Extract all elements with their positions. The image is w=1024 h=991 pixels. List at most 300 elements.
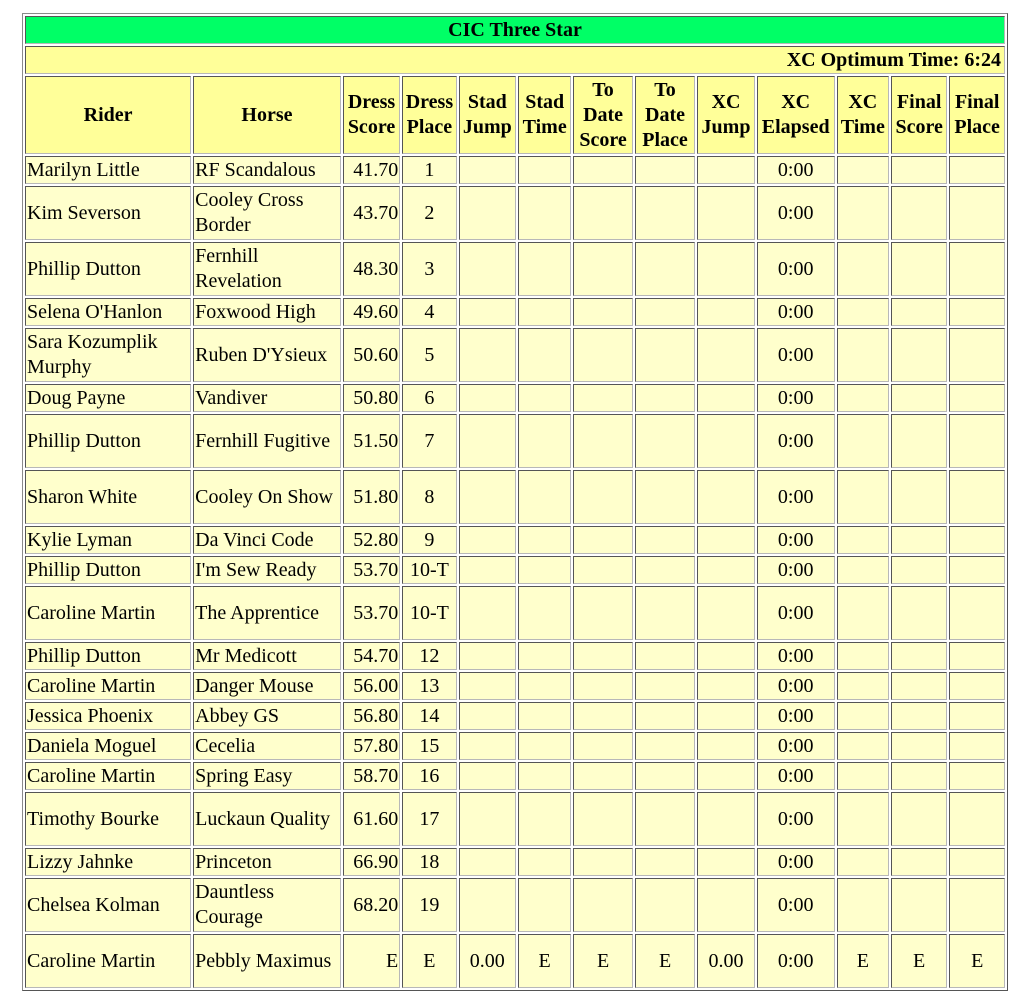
- rider-cell: Caroline Martin: [25, 586, 191, 640]
- table-row: [25, 586, 1005, 640]
- xc-jump-cell: [697, 848, 754, 876]
- xc-time-cell: [837, 732, 889, 760]
- stad-jump-cell: [459, 848, 516, 876]
- header-to-date-place: To Date Place: [635, 76, 696, 154]
- dress-place-cell: 4: [402, 298, 456, 326]
- final-score-cell: [891, 556, 947, 584]
- dress-score-cell: 52.80: [343, 526, 400, 554]
- final-place-cell: [949, 470, 1005, 524]
- final-place-cell: [949, 414, 1005, 468]
- table-row: [25, 384, 1005, 412]
- xc-jump-cell: [697, 702, 754, 730]
- xc-time-cell: [837, 556, 889, 584]
- rider-cell: Marilyn Little: [25, 156, 191, 184]
- horse-cell: The Apprentice: [193, 586, 341, 640]
- xc-elapsed-cell: 0:00: [757, 672, 835, 700]
- xc-time-cell: [837, 470, 889, 524]
- xc-jump-cell: [697, 298, 754, 326]
- horse-cell: RF Scandalous: [193, 156, 341, 184]
- to-date-place-cell: [635, 848, 696, 876]
- stad-time-cell: [518, 156, 571, 184]
- rider-cell: Lizzy Jahnke: [25, 848, 191, 876]
- rider-cell: Timothy Bourke: [25, 792, 191, 846]
- horse-cell: Foxwood High: [193, 298, 341, 326]
- to-date-place-cell: [635, 526, 696, 554]
- to-date-place-cell: [635, 328, 696, 382]
- xc-jump-cell: [697, 414, 754, 468]
- dress-score-cell: 56.80: [343, 702, 400, 730]
- to-date-place-cell: [635, 156, 696, 184]
- xc-jump-cell: [697, 762, 754, 790]
- dress-score-cell: 53.70: [343, 556, 400, 584]
- table-row: [25, 934, 1005, 988]
- xc-elapsed-cell: 0:00: [757, 156, 835, 184]
- final-place-cell: [949, 848, 1005, 876]
- final-score-cell: [891, 328, 947, 382]
- table-row: [25, 156, 1005, 184]
- stad-jump-cell: [459, 156, 516, 184]
- xc-elapsed-cell: 0:00: [757, 298, 835, 326]
- stad-jump-cell: [459, 470, 516, 524]
- rider-cell: Phillip Dutton: [25, 556, 191, 584]
- xc-time-cell: [837, 672, 889, 700]
- dress-score-cell: 61.60: [343, 792, 400, 846]
- to-date-place-cell: E: [635, 934, 696, 988]
- xc-jump-cell: [697, 732, 754, 760]
- dress-place-cell: 6: [402, 384, 456, 412]
- xc-elapsed-cell: 0:00: [757, 702, 835, 730]
- horse-cell: Ruben D'Ysieux: [193, 328, 341, 382]
- final-place-cell: [949, 762, 1005, 790]
- to-date-place-cell: [635, 642, 696, 670]
- to-date-place-cell: [635, 792, 696, 846]
- optimum-time-row: [25, 46, 1005, 74]
- dress-score-cell: 48.30: [343, 242, 400, 296]
- stad-jump-cell: [459, 556, 516, 584]
- xc-jump-cell: [697, 156, 754, 184]
- xc-time-cell: [837, 384, 889, 412]
- xc-elapsed-cell: 0:00: [757, 642, 835, 670]
- xc-time-cell: [837, 878, 889, 932]
- horse-cell: Spring Easy: [193, 762, 341, 790]
- dress-place-cell: E: [402, 934, 456, 988]
- rider-cell: Phillip Dutton: [25, 642, 191, 670]
- table-row: [25, 642, 1005, 670]
- final-score-cell: [891, 526, 947, 554]
- dress-place-cell: 14: [402, 702, 456, 730]
- header-rider: Rider: [25, 76, 191, 154]
- xc-time-cell: [837, 792, 889, 846]
- to-date-score-cell: [573, 672, 632, 700]
- to-date-place-cell: [635, 298, 696, 326]
- final-score-cell: [891, 672, 947, 700]
- stad-jump-cell: [459, 672, 516, 700]
- xc-jump-cell: [697, 186, 754, 240]
- stad-time-cell: [518, 470, 571, 524]
- final-place-cell: [949, 586, 1005, 640]
- to-date-place-cell: [635, 242, 696, 296]
- xc-jump-cell: [697, 878, 754, 932]
- table-row: [25, 328, 1005, 382]
- dress-score-cell: 58.70: [343, 762, 400, 790]
- stad-jump-cell: [459, 384, 516, 412]
- stad-time-cell: [518, 526, 571, 554]
- stad-time-cell: [518, 878, 571, 932]
- to-date-place-cell: [635, 556, 696, 584]
- to-date-score-cell: [573, 242, 632, 296]
- stad-time-cell: [518, 732, 571, 760]
- final-place-cell: [949, 156, 1005, 184]
- to-date-score-cell: E: [573, 934, 632, 988]
- dress-score-cell: 57.80: [343, 732, 400, 760]
- to-date-place-cell: [635, 470, 696, 524]
- xc-time-cell: [837, 848, 889, 876]
- dress-place-cell: 15: [402, 732, 456, 760]
- final-place-cell: [949, 186, 1005, 240]
- to-date-score-cell: [573, 642, 632, 670]
- rider-cell: Caroline Martin: [25, 672, 191, 700]
- final-place-cell: [949, 242, 1005, 296]
- xc-jump-cell: [697, 328, 754, 382]
- xc-elapsed-cell: 0:00: [757, 732, 835, 760]
- stad-jump-cell: [459, 762, 516, 790]
- xc-elapsed-cell: 0:00: [757, 242, 835, 296]
- dress-score-cell: 68.20: [343, 878, 400, 932]
- rider-cell: Doug Payne: [25, 384, 191, 412]
- final-score-cell: [891, 470, 947, 524]
- stad-jump-cell: [459, 328, 516, 382]
- table-row: [25, 526, 1005, 554]
- horse-cell: Mr Medicott: [193, 642, 341, 670]
- horse-cell: Dauntless Courage: [193, 878, 341, 932]
- xc-time-cell: [837, 186, 889, 240]
- xc-elapsed-cell: 0:00: [757, 470, 835, 524]
- stad-time-cell: [518, 414, 571, 468]
- final-place-cell: [949, 298, 1005, 326]
- dress-place-cell: 16: [402, 762, 456, 790]
- xc-time-cell: [837, 586, 889, 640]
- to-date-place-cell: [635, 702, 696, 730]
- final-score-cell: [891, 878, 947, 932]
- stad-time-cell: [518, 642, 571, 670]
- stad-time-cell: E: [518, 934, 571, 988]
- stad-jump-cell: [459, 732, 516, 760]
- xc-elapsed-cell: 0:00: [757, 328, 835, 382]
- table-row: [25, 672, 1005, 700]
- results-table-container: [22, 13, 1008, 991]
- stad-jump-cell: [459, 586, 516, 640]
- rider-cell: Kylie Lyman: [25, 526, 191, 554]
- table-row: [25, 732, 1005, 760]
- to-date-score-cell: [573, 298, 632, 326]
- rider-cell: Caroline Martin: [25, 934, 191, 988]
- rider-cell: Chelsea Kolman: [25, 878, 191, 932]
- final-score-cell: [891, 156, 947, 184]
- stad-jump-cell: [459, 414, 516, 468]
- final-place-cell: [949, 878, 1005, 932]
- final-score-cell: [891, 298, 947, 326]
- table-row: [25, 702, 1005, 730]
- xc-time-cell: [837, 642, 889, 670]
- table-row: [25, 556, 1005, 584]
- horse-cell: Princeton: [193, 848, 341, 876]
- dress-place-cell: 7: [402, 414, 456, 468]
- header-xc-elapsed: XC Elapsed: [757, 76, 835, 154]
- stad-jump-cell: [459, 792, 516, 846]
- horse-cell: Luckaun Quality: [193, 792, 341, 846]
- to-date-place-cell: [635, 762, 696, 790]
- dress-place-cell: 10-T: [402, 586, 456, 640]
- horse-cell: Pebbly Maximus: [193, 934, 341, 988]
- final-place-cell: [949, 702, 1005, 730]
- rider-cell: Daniela Moguel: [25, 732, 191, 760]
- stad-time-cell: [518, 762, 571, 790]
- final-place-cell: [949, 672, 1005, 700]
- horse-cell: Danger Mouse: [193, 672, 341, 700]
- horse-cell: Abbey GS: [193, 702, 341, 730]
- to-date-score-cell: [573, 384, 632, 412]
- header-horse: Horse: [193, 76, 341, 154]
- table-row: [25, 762, 1005, 790]
- stad-time-cell: [518, 186, 571, 240]
- xc-jump-cell: [697, 384, 754, 412]
- column-header-row: [25, 76, 1005, 154]
- xc-jump-cell: [697, 642, 754, 670]
- dress-place-cell: 13: [402, 672, 456, 700]
- dress-score-cell: 51.80: [343, 470, 400, 524]
- to-date-score-cell: [573, 586, 632, 640]
- results-table: [22, 13, 1008, 991]
- xc-time-cell: E: [837, 934, 889, 988]
- xc-optimum-time: XC Optimum Time: 6:24: [25, 46, 1005, 74]
- xc-time-cell: [837, 762, 889, 790]
- table-row: [25, 470, 1005, 524]
- table-title: CIC Three Star: [25, 16, 1005, 44]
- dress-score-cell: 50.80: [343, 384, 400, 412]
- stad-time-cell: [518, 328, 571, 382]
- final-score-cell: [891, 642, 947, 670]
- to-date-score-cell: [573, 156, 632, 184]
- dress-place-cell: 8: [402, 470, 456, 524]
- stad-jump-cell: [459, 878, 516, 932]
- to-date-place-cell: [635, 672, 696, 700]
- xc-jump-cell: [697, 526, 754, 554]
- dress-place-cell: 2: [402, 186, 456, 240]
- to-date-score-cell: [573, 702, 632, 730]
- table-row: [25, 186, 1005, 240]
- final-score-cell: [891, 762, 947, 790]
- stad-time-cell: [518, 384, 571, 412]
- horse-cell: Vandiver: [193, 384, 341, 412]
- xc-elapsed-cell: 0:00: [757, 526, 835, 554]
- xc-jump-cell: [697, 586, 754, 640]
- dress-place-cell: 1: [402, 156, 456, 184]
- xc-time-cell: [837, 328, 889, 382]
- stad-jump-cell: [459, 242, 516, 296]
- final-score-cell: [891, 702, 947, 730]
- final-score-cell: [891, 384, 947, 412]
- horse-cell: Cooley Cross Border: [193, 186, 341, 240]
- final-score-cell: [891, 732, 947, 760]
- final-place-cell: [949, 732, 1005, 760]
- stad-jump-cell: [459, 702, 516, 730]
- table-row: [25, 242, 1005, 296]
- stad-jump-cell: [459, 186, 516, 240]
- stad-time-cell: [518, 792, 571, 846]
- table-row: [25, 414, 1005, 468]
- stad-time-cell: [518, 298, 571, 326]
- horse-cell: I'm Sew Ready: [193, 556, 341, 584]
- final-score-cell: [891, 586, 947, 640]
- rider-cell: Selena O'Hanlon: [25, 298, 191, 326]
- stad-time-cell: [518, 556, 571, 584]
- xc-elapsed-cell: 0:00: [757, 878, 835, 932]
- rider-cell: Sharon White: [25, 470, 191, 524]
- stad-time-cell: [518, 586, 571, 640]
- final-place-cell: [949, 556, 1005, 584]
- dress-score-cell: 41.70: [343, 156, 400, 184]
- dress-place-cell: 5: [402, 328, 456, 382]
- xc-jump-cell: [697, 792, 754, 846]
- xc-time-cell: [837, 298, 889, 326]
- final-score-cell: [891, 186, 947, 240]
- final-place-cell: E: [949, 934, 1005, 988]
- rider-cell: Kim Severson: [25, 186, 191, 240]
- dress-score-cell: E: [343, 934, 400, 988]
- xc-elapsed-cell: 0:00: [757, 186, 835, 240]
- stad-jump-cell: [459, 298, 516, 326]
- to-date-place-cell: [635, 414, 696, 468]
- to-date-score-cell: [573, 762, 632, 790]
- final-place-cell: [949, 328, 1005, 382]
- final-score-cell: [891, 414, 947, 468]
- to-date-score-cell: [573, 328, 632, 382]
- stad-jump-cell: 0.00: [459, 934, 516, 988]
- to-date-score-cell: [573, 186, 632, 240]
- title-row: [25, 16, 1005, 44]
- stad-time-cell: [518, 848, 571, 876]
- xc-jump-cell: 0.00: [697, 934, 754, 988]
- xc-time-cell: [837, 526, 889, 554]
- final-score-cell: [891, 792, 947, 846]
- to-date-place-cell: [635, 586, 696, 640]
- xc-time-cell: [837, 702, 889, 730]
- stad-jump-cell: [459, 642, 516, 670]
- to-date-score-cell: [573, 526, 632, 554]
- dress-score-cell: 53.70: [343, 586, 400, 640]
- header-final-place: Final Place: [949, 76, 1005, 154]
- to-date-score-cell: [573, 556, 632, 584]
- dress-score-cell: 56.00: [343, 672, 400, 700]
- rider-cell: Phillip Dutton: [25, 242, 191, 296]
- dress-score-cell: 66.90: [343, 848, 400, 876]
- xc-elapsed-cell: 0:00: [757, 934, 835, 988]
- xc-elapsed-cell: 0:00: [757, 792, 835, 846]
- dress-place-cell: 12: [402, 642, 456, 670]
- xc-jump-cell: [697, 470, 754, 524]
- to-date-score-cell: [573, 732, 632, 760]
- dress-place-cell: 19: [402, 878, 456, 932]
- header-final-score: Final Score: [891, 76, 947, 154]
- to-date-place-cell: [635, 384, 696, 412]
- dress-place-cell: 10-T: [402, 556, 456, 584]
- header-xc-jump: XC Jump: [697, 76, 754, 154]
- dress-score-cell: 51.50: [343, 414, 400, 468]
- header-dress-place: Dress Place: [402, 76, 456, 154]
- to-date-place-cell: [635, 878, 696, 932]
- horse-cell: Fernhill Revelation: [193, 242, 341, 296]
- header-xc-time: XC Time: [837, 76, 889, 154]
- stad-time-cell: [518, 242, 571, 296]
- xc-elapsed-cell: 0:00: [757, 848, 835, 876]
- dress-place-cell: 17: [402, 792, 456, 846]
- rider-cell: Jessica Phoenix: [25, 702, 191, 730]
- to-date-score-cell: [573, 878, 632, 932]
- stad-time-cell: [518, 702, 571, 730]
- xc-time-cell: [837, 156, 889, 184]
- header-dress-score: Dress Score: [343, 76, 400, 154]
- dress-place-cell: 18: [402, 848, 456, 876]
- xc-elapsed-cell: 0:00: [757, 586, 835, 640]
- xc-jump-cell: [697, 242, 754, 296]
- dress-score-cell: 43.70: [343, 186, 400, 240]
- header-stad-jump: Stad Jump: [459, 76, 516, 154]
- table-row: [25, 298, 1005, 326]
- rider-cell: Sara Kozumplik Murphy: [25, 328, 191, 382]
- xc-elapsed-cell: 0:00: [757, 414, 835, 468]
- to-date-place-cell: [635, 186, 696, 240]
- horse-cell: Fernhill Fugitive: [193, 414, 341, 468]
- xc-jump-cell: [697, 556, 754, 584]
- table-row: [25, 878, 1005, 932]
- final-place-cell: [949, 526, 1005, 554]
- xc-elapsed-cell: 0:00: [757, 762, 835, 790]
- xc-jump-cell: [697, 672, 754, 700]
- to-date-place-cell: [635, 732, 696, 760]
- final-score-cell: E: [891, 934, 947, 988]
- header-to-date-score: To Date Score: [573, 76, 632, 154]
- to-date-score-cell: [573, 792, 632, 846]
- xc-time-cell: [837, 242, 889, 296]
- final-place-cell: [949, 792, 1005, 846]
- final-score-cell: [891, 242, 947, 296]
- dress-score-cell: 49.60: [343, 298, 400, 326]
- rider-cell: Caroline Martin: [25, 762, 191, 790]
- rider-cell: Phillip Dutton: [25, 414, 191, 468]
- final-place-cell: [949, 384, 1005, 412]
- xc-elapsed-cell: 0:00: [757, 556, 835, 584]
- xc-elapsed-cell: 0:00: [757, 384, 835, 412]
- to-date-score-cell: [573, 414, 632, 468]
- to-date-score-cell: [573, 848, 632, 876]
- final-score-cell: [891, 848, 947, 876]
- dress-score-cell: 50.60: [343, 328, 400, 382]
- xc-time-cell: [837, 414, 889, 468]
- dress-place-cell: 3: [402, 242, 456, 296]
- table-row: [25, 792, 1005, 846]
- dress-place-cell: 9: [402, 526, 456, 554]
- horse-cell: Da Vinci Code: [193, 526, 341, 554]
- to-date-score-cell: [573, 470, 632, 524]
- final-place-cell: [949, 642, 1005, 670]
- horse-cell: Cooley On Show: [193, 470, 341, 524]
- dress-score-cell: 54.70: [343, 642, 400, 670]
- table-row: [25, 848, 1005, 876]
- horse-cell: Cecelia: [193, 732, 341, 760]
- stad-jump-cell: [459, 526, 516, 554]
- header-stad-time: Stad Time: [518, 76, 571, 154]
- stad-time-cell: [518, 672, 571, 700]
